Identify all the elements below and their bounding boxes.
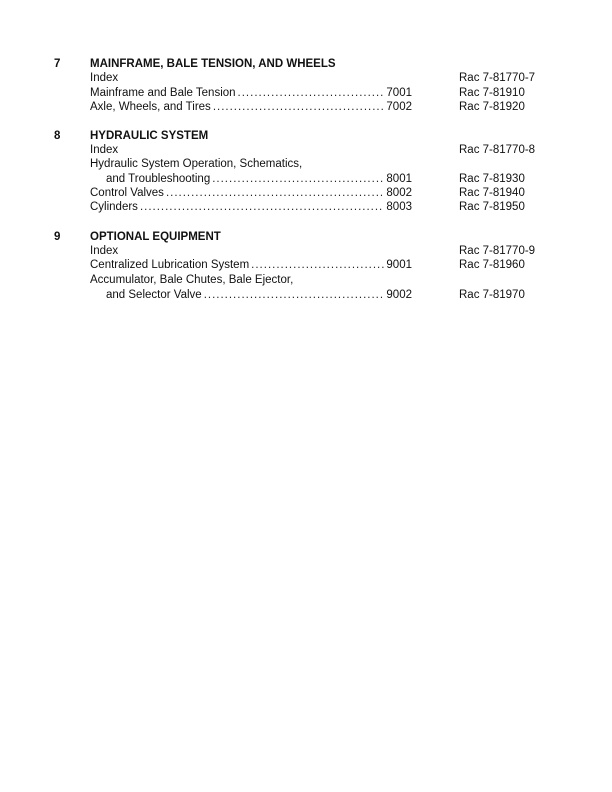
entry-label: Axle, Wheels, and Tires — [90, 101, 211, 113]
rac-number: Rac 7-81770-9 — [459, 245, 536, 257]
section-title: OPTIONAL EQUIPMENT — [90, 231, 221, 243]
section-title: MAINFRAME, BALE TENSION, AND WHEELS — [90, 58, 336, 70]
page-number: 8003 — [386, 201, 412, 213]
entry-label: Control Valves — [90, 187, 164, 199]
toc-entry — [90, 86, 412, 100]
entry-label: Accumulator, Bale Chutes, Bale Ejector, — [90, 274, 294, 286]
toc-entry — [90, 186, 412, 200]
entry-label: and Selector Valve — [106, 289, 202, 301]
dot-leader — [251, 258, 384, 272]
page-number: 7001 — [386, 87, 412, 99]
page-number: 9002 — [386, 289, 412, 301]
page-number: 8001 — [386, 173, 412, 185]
section-number: 7 — [54, 58, 61, 70]
page-number: 8002 — [386, 187, 412, 199]
entry-label: Centralized Lubrication System — [90, 259, 250, 271]
toc-entry — [90, 200, 412, 214]
toc-entry-index — [90, 143, 412, 157]
entry-label: and Troubleshooting — [106, 173, 211, 185]
section-title: HYDRAULIC SYSTEM — [90, 130, 209, 142]
toc-entry-index — [90, 244, 412, 258]
toc-entry-continued — [90, 157, 412, 171]
toc-entry — [90, 258, 412, 272]
entry-label: Mainframe and Bale Tension — [90, 87, 236, 99]
page-number: 7002 — [386, 101, 412, 113]
entry-label: Index — [90, 144, 119, 156]
entry-label: Hydraulic System Operation, Schematics, — [90, 158, 303, 170]
rac-number: Rac 7-81970 — [459, 289, 525, 301]
dot-leader — [212, 172, 384, 186]
toc-entry — [90, 100, 412, 114]
rac-number: Rac 7-81770-8 — [459, 144, 536, 156]
section-number: 9 — [54, 231, 61, 243]
rac-number: Rac 7-81950 — [459, 201, 525, 213]
toc-entry-continued — [90, 273, 412, 287]
entry-label: Index — [90, 72, 119, 84]
dot-leader — [166, 186, 384, 200]
entry-label: Cylinders — [90, 201, 138, 213]
entry-label: Index — [90, 245, 119, 257]
section-number: 8 — [54, 130, 61, 142]
rac-number: Rac 7-81910 — [459, 87, 525, 99]
rac-number: Rac 7-81920 — [459, 101, 525, 113]
rac-number: Rac 7-81940 — [459, 187, 525, 199]
toc-entry-index — [90, 71, 412, 85]
dot-leader — [204, 288, 384, 302]
toc-entry — [90, 172, 412, 186]
rac-number: Rac 7-81960 — [459, 259, 525, 271]
dot-leader — [140, 200, 384, 214]
rac-number: Rac 7-81930 — [459, 173, 525, 185]
rac-number: Rac 7-81770-7 — [459, 72, 536, 84]
dot-leader — [238, 86, 384, 100]
page-number: 9001 — [386, 259, 412, 271]
dot-leader — [213, 100, 384, 114]
toc-entry — [90, 288, 412, 302]
